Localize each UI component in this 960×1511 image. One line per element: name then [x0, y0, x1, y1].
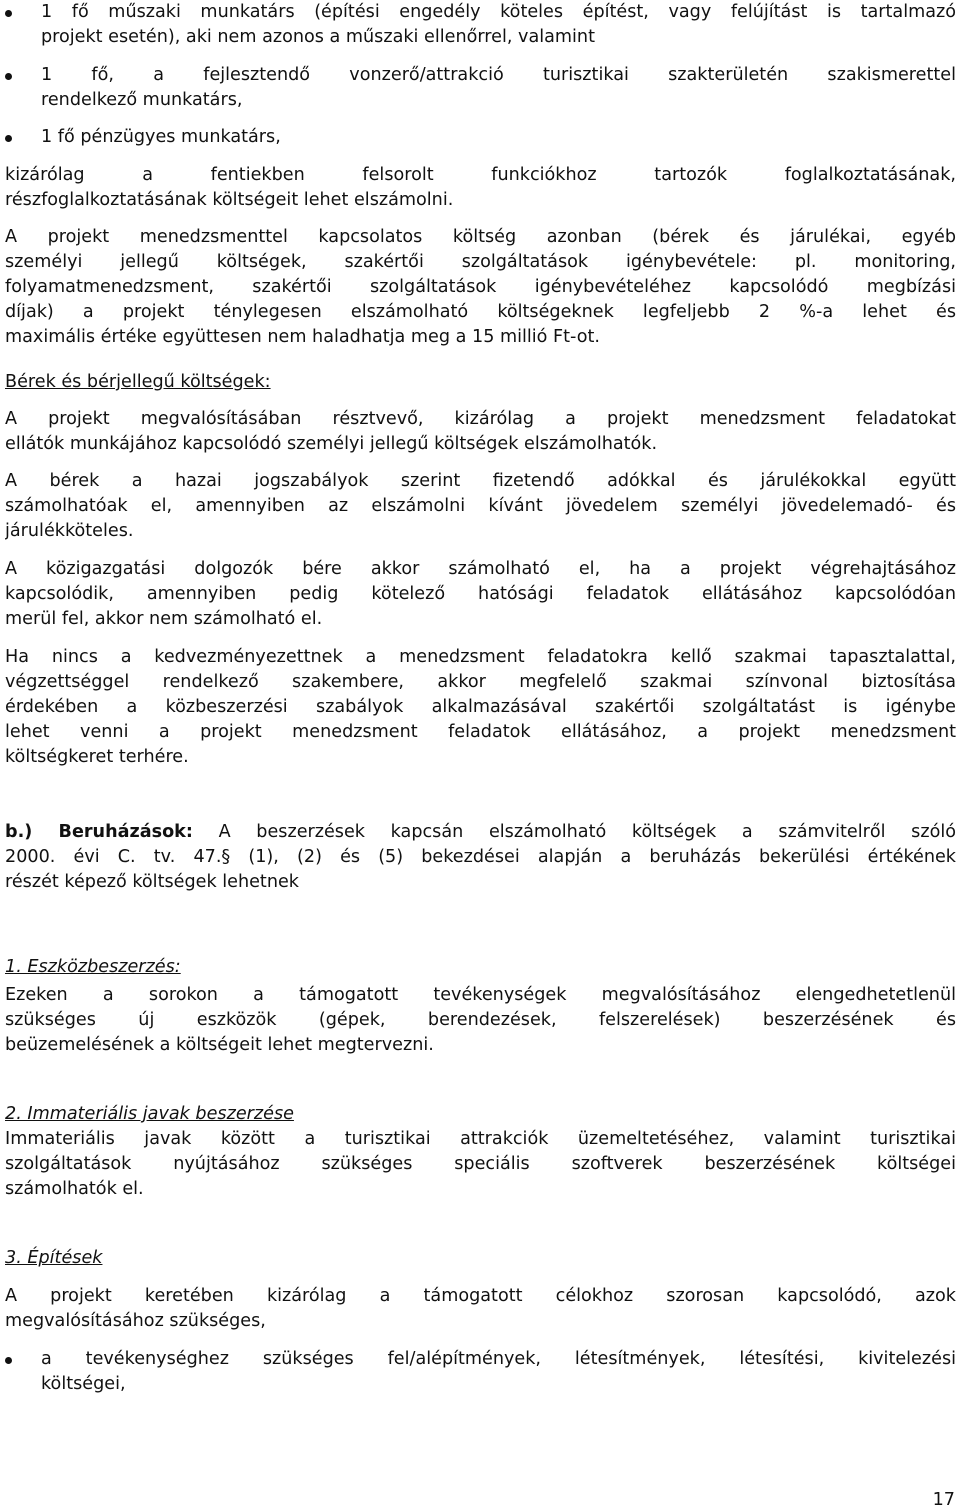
- text-line: Ha nincs a kedvezményezettnek a menedzsment feladatokra kellő szakmai tapasztalattal,: [5, 647, 956, 667]
- text-line: 1 fő pénzügyes munkatárs,: [41, 127, 281, 147]
- section-heading: [5, 370, 956, 395]
- text-line: folyamatmenedzsment, szakértői szolgáltatások igénybevételéhez kapcsolódó megbízási: [5, 277, 956, 297]
- page-number: 17: [932, 1490, 955, 1510]
- text-line: 1 fő, a fejlesztendő vonzerő/attrakció turisztikai szakterületén szakismerettel: [41, 65, 956, 85]
- heading-intangibles: 2. Immateriális javak beszerzése: [5, 1104, 294, 1124]
- bullet-icon: [5, 0, 15, 25]
- section-b-label: b.) Beruházások:: [5, 822, 193, 842]
- paragraph: [5, 225, 956, 350]
- text-line: A projekt keretében kizárólag a támogatott célokhoz szorosan kapcsolódó, azok: [5, 1286, 956, 1306]
- text-line: díjak) a projekt ténylegesen elszámolható költségeknek legfeljebb 2 %-a lehet és: [5, 302, 956, 322]
- bullet-icon: [5, 125, 15, 150]
- section-heading: [5, 1102, 956, 1127]
- paragraph: [5, 1127, 956, 1202]
- paragraph: [5, 1284, 956, 1334]
- text-line: rendelkező munkatárs,: [41, 90, 243, 110]
- text-line: megvalósításához szükséges,: [5, 1311, 266, 1331]
- text-line: Immateriális javak között a turisztikai attrakciók üzemeltetéséhez, valamint turisztikai: [5, 1129, 956, 1149]
- text-line: A bérek a hazai jogszabályok szerint fizetendő adókkal és járulékokkal együtt: [5, 471, 956, 491]
- bullet-icon: [5, 1347, 15, 1372]
- text-line: A projekt megvalósításában résztvevő, kizárólag a projekt menedzsment feladatokat: [5, 409, 956, 429]
- paragraph: [5, 407, 956, 457]
- text-line: lehet venni a projekt menedzsment feladatok ellátásához, a projekt menedzsment: [5, 722, 956, 742]
- paragraph: [5, 983, 956, 1058]
- text-line: maximális értéke együttesen nem haladhatja meg a 15 millió Ft-ot.: [5, 327, 600, 347]
- text-line: költségei,: [41, 1374, 126, 1394]
- text-line: kapcsolódik, amennyiben pedig kötelező hatósági feladatok ellátásához kapcsolódóan: [5, 584, 956, 604]
- text-line: számolhatók el.: [5, 1179, 144, 1199]
- paragraph: [5, 645, 956, 770]
- heading-equipment: 1. Eszközbeszerzés:: [5, 957, 181, 977]
- section-heading: [5, 1246, 956, 1271]
- text-line: részét képező költségek lehetnek: [5, 872, 299, 892]
- section-b: [5, 820, 956, 895]
- paragraph: [5, 557, 956, 632]
- bullet-icon: [5, 63, 15, 88]
- text-line: részfoglalkoztatásának költségeit lehet elszámolni.: [5, 190, 454, 210]
- text-line: költségkeret terhére.: [5, 747, 189, 767]
- text-line: [5, 820, 956, 845]
- heading-wages: Bérek és bérjellegű költségek:: [5, 372, 271, 392]
- paragraph: [5, 469, 956, 544]
- text-line: ellátók munkájához kapcsolódó személyi jellegű költségek elszámolhatók.: [5, 434, 658, 454]
- text-line: A közigazgatási dolgozók bére akkor számolható el, ha a projekt végrehajtásához: [5, 559, 956, 579]
- section-heading: [5, 955, 956, 980]
- text-line: kizárólag a fentiekben felsorolt funkciókhoz tartozók foglalkoztatásának,: [5, 165, 956, 185]
- text-line: járulékköteles.: [5, 521, 134, 541]
- text-line: projekt esetén), aki nem azonos a műszaki ellenőrrel, valamint: [41, 27, 595, 47]
- text-line: személyi jellegű költségek, szakértői szolgáltatások igénybevétele: pl. monitoring,: [5, 252, 956, 272]
- heading-construction: 3. Építések: [5, 1248, 103, 1268]
- text-line: számolhatóak el, amennyiben az elszámolni kívánt jövedelem személyi jövedelemadó- és: [5, 496, 956, 516]
- text-line: a tevékenységhez szükséges fel/alépítmények, létesítmények, létesítési, kivitelezési: [41, 1349, 956, 1369]
- text-line: beüzemelésének a költségeit lehet megtervezni.: [5, 1035, 434, 1055]
- text-line: 2000. évi C. tv. 47.§ (1), (2) és (5) bekezdései alapján a beruházás bekerülési értékének: [5, 847, 956, 867]
- text-line: végzettséggel rendelkező szakembere, akkor megfelelő szakmai színvonal biztosítása: [5, 672, 956, 692]
- text-line: 1 fő műszaki munkatárs (építési engedély köteles építést, vagy felújítást is tartalmazó: [41, 2, 956, 22]
- text-line: merül fel, akkor nem számolható el.: [5, 609, 323, 629]
- section-b-intro: A beszerzések kapcsán elszámolható költségek a számvitelről szóló: [192, 822, 956, 842]
- text-line: érdekében a közbeszerzési szabályok alkalmazásával szakértői szolgáltatást is igénybe: [5, 697, 956, 717]
- text-line: szolgáltatások nyújtásához szükséges speciális szoftverek beszerzésének költségei: [5, 1154, 956, 1174]
- text-line: A projekt menedzsmenttel kapcsolatos költség azonban (bérek és járulékai, egyéb: [5, 227, 956, 247]
- text-line: Ezeken a sorokon a támogatott tevékenységek megvalósításához elengedhetetlenül: [5, 985, 956, 1005]
- paragraph: [5, 163, 956, 213]
- text-line: szükséges új eszközök (gépek, berendezések, felszerelések) beszerzésének és: [5, 1010, 956, 1030]
